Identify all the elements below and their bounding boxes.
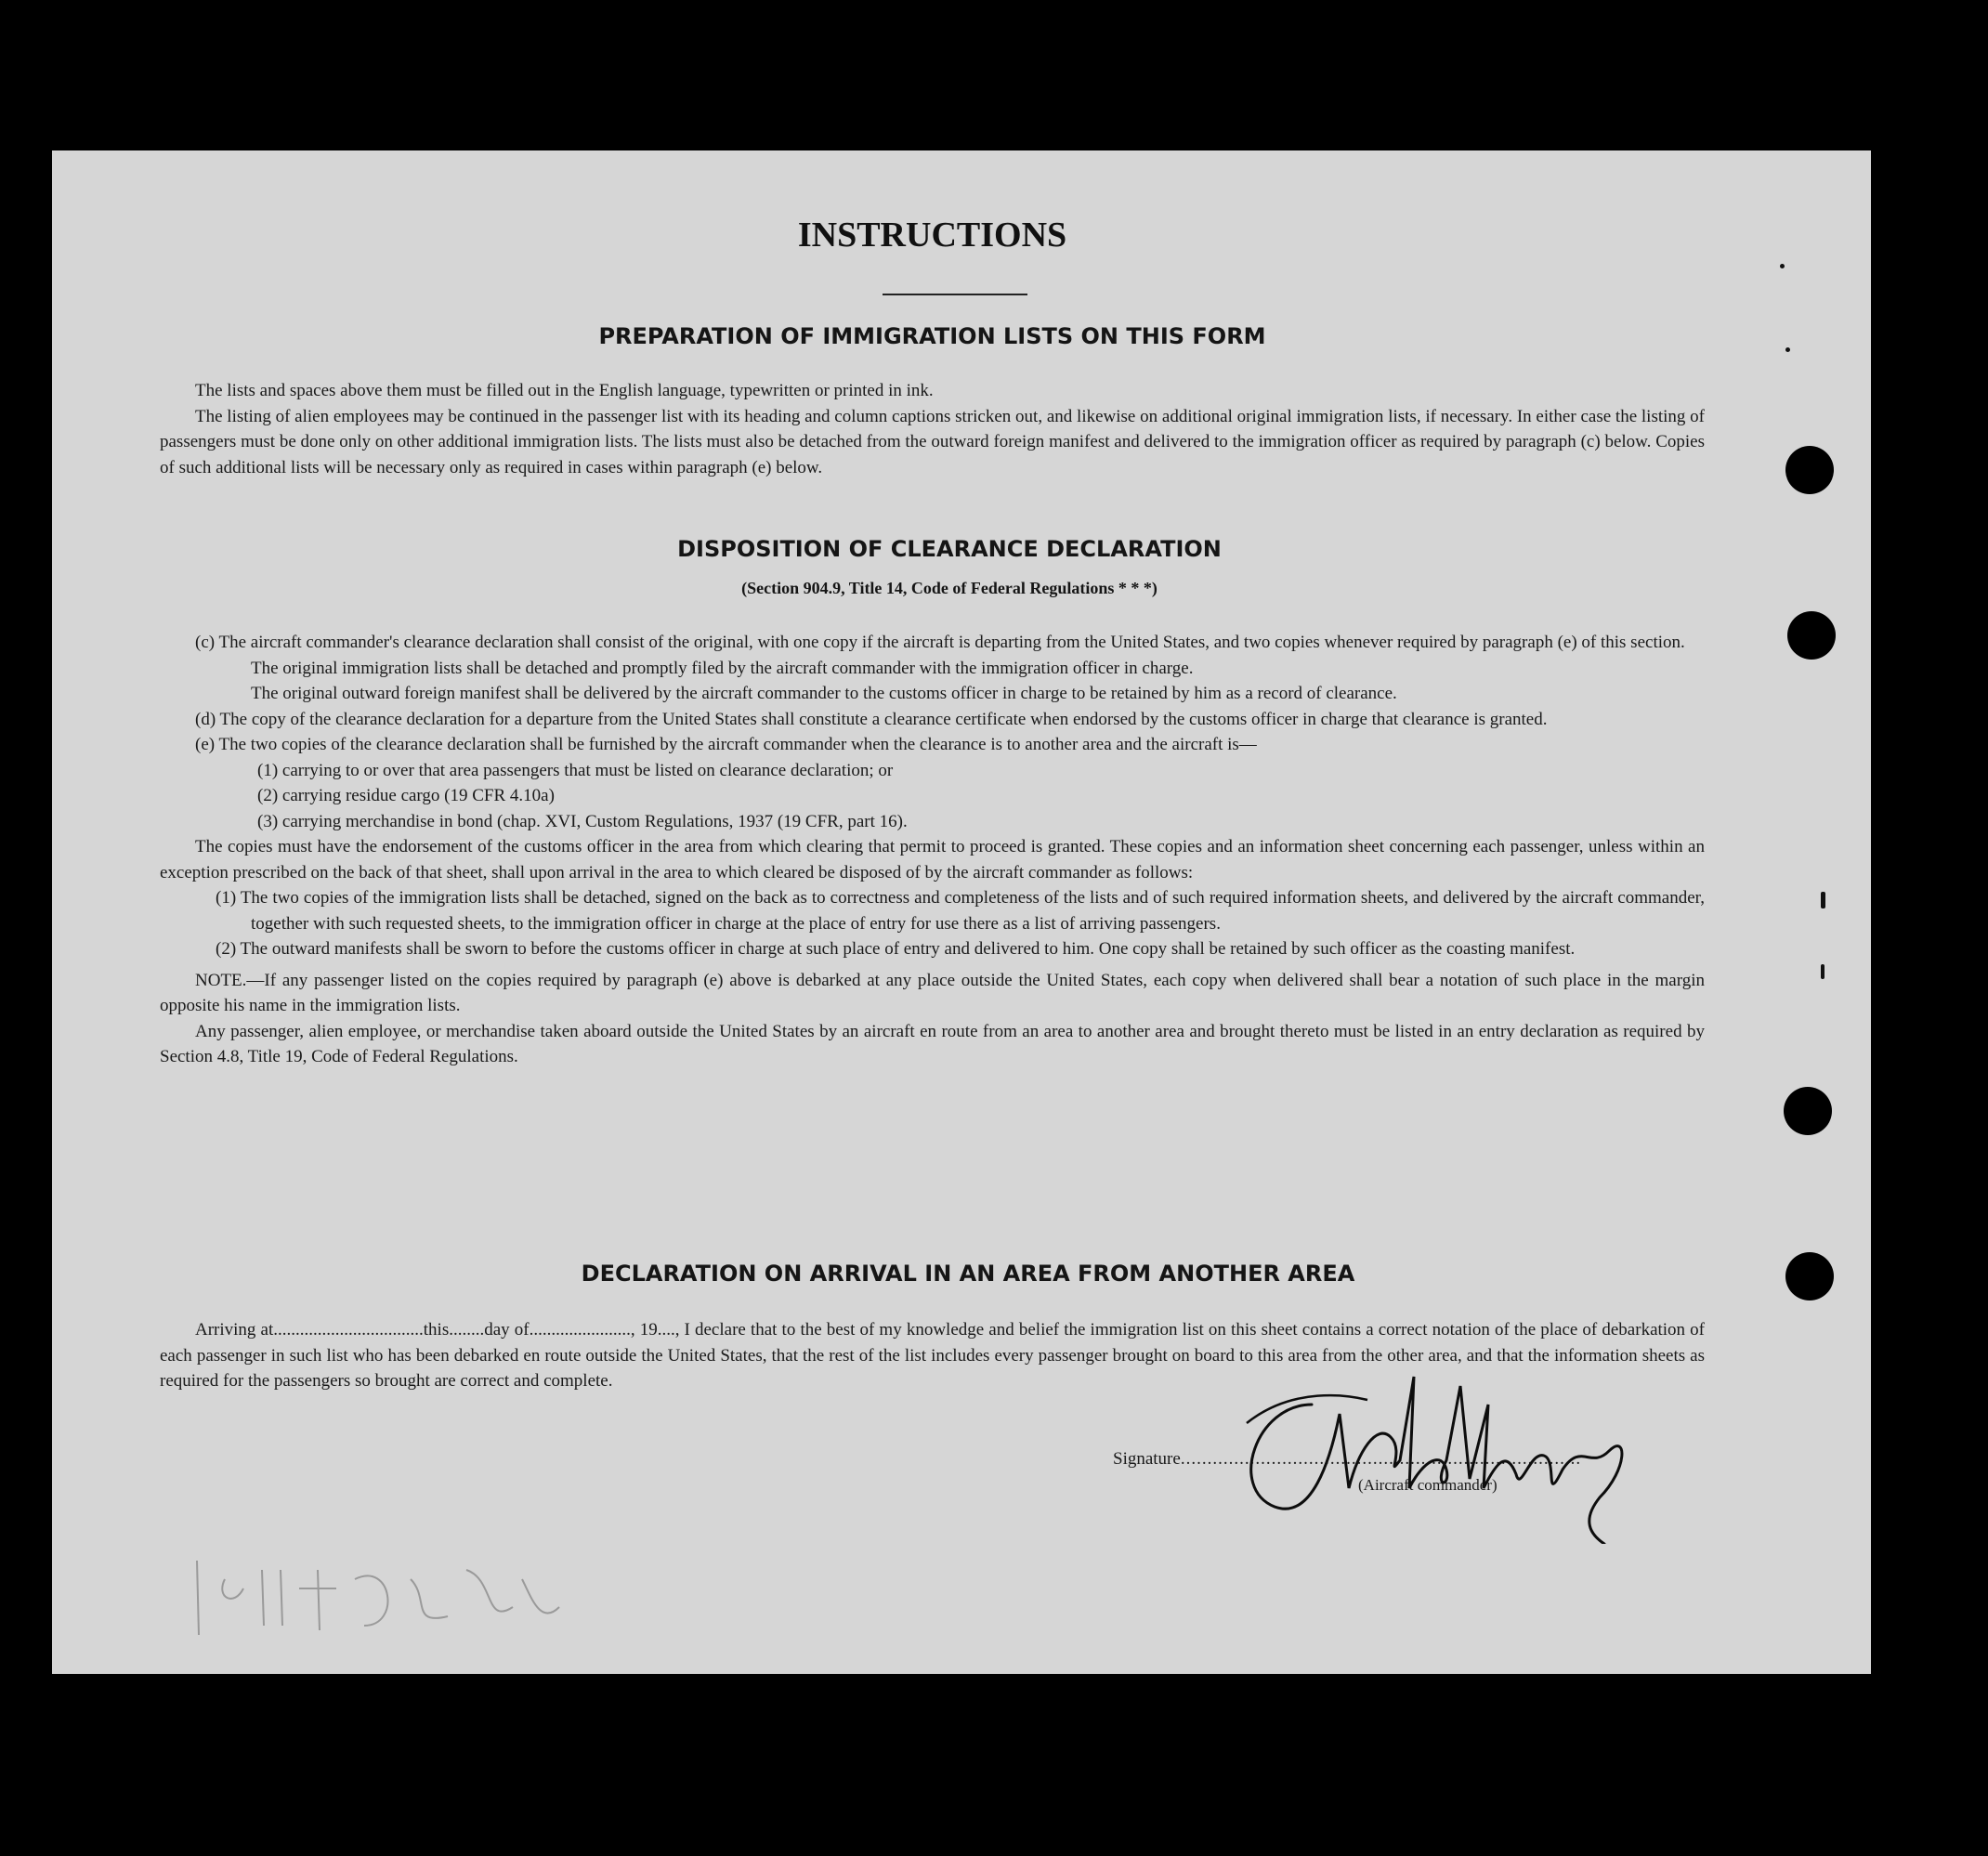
document-body	[160, 0, 1705, 1856]
speck-mark	[1780, 264, 1785, 268]
declaration-text: Arriving at..................................this........day of......................., 19...., I declare that to the best of my knowledge and belief the immigration list on this sheet contains a correct notation of the place of debarkation of each passenger in such list who has been debarked en route outside the United States, that the rest of the list includes every passenger brought on board to this area from the other area, and that the information sheets as required for the passengers so brought are correct and complete.	[160, 1320, 1705, 1391]
preparation-section	[160, 378, 1705, 480]
preparation-paragraph: The listing of alien employees may be continued in the passenger list with its heading and column captions stricken out, and likewise on additional original immigration lists, if necessary. In either case the listing of passengers must be done only on other additional immigration lists. The lists must also be detached from the outward foreign manifest and delivered to the immigration officer as required by paragraph (c) below. Copies of such additional lists will be necessary only as required in cases within paragraph (e) below.	[160, 406, 1705, 477]
signature-dots: ...........................................................................	[1180, 1449, 1582, 1469]
paragraph-e: (e) The two copies of the clearance declaration shall be furnished by the aircraft commander when the clearance is to another area and the aircraft is—	[195, 735, 1257, 754]
punch-hole	[1785, 446, 1834, 494]
preparation-heading: PREPARATION OF IMMIGRATION LISTS ON THIS FORM	[598, 323, 1266, 349]
paragraph-e-item: (2) carrying residue cargo (19 CFR 4.10a)	[257, 786, 555, 805]
disposition-section	[160, 630, 1705, 1070]
pencil-annotation	[178, 1542, 569, 1653]
paragraph-d: (d) The copy of the clearance declaration for a departure from the United States shall constitute a clearance certificate when endorsed by the customs officer in charge that clearance is granted.	[195, 709, 1548, 729]
disposition-heading: DISPOSITION OF CLEARANCE DECLARATION	[677, 536, 1222, 562]
any-passenger-paragraph: Any passenger, alien employee, or merchandise taken aboard outside the United States by an aircraft en route from an area to another area and brought thereto must be listed in an entry declaration as required by Section 4.8, Title 19, Code of Federal Regulations.	[160, 1021, 1705, 1066]
speck-mark	[1821, 964, 1825, 979]
signature-label: Signature	[1113, 1449, 1181, 1469]
paragraph-c-1: The original immigration lists shall be detached and promptly filed by the aircraft commander with the immigration officer in charge.	[251, 658, 1194, 678]
paragraph-c-2: The original outward foreign manifest shall be delivered by the aircraft commander to the customs officer in charge to be retained by him as a record of clearance.	[251, 684, 1397, 703]
handwritten-signature	[1191, 1349, 1711, 1544]
paragraph-copies-item: (2) The outward manifests shall be sworn to before the customs officer in charge at such place of entry and delivered to him. One copy shall be retained by such officer as the coasting manifest.	[216, 939, 1576, 959]
signature-caption: (Aircraft commander)	[1358, 1476, 1498, 1494]
speck-mark	[1821, 892, 1825, 908]
paragraph-c: (c) The aircraft commander's clearance declaration shall consist of the original, with one copy if the aircraft is departing from the United States, and two copies whenever required by paragraph (e) of this section.	[195, 633, 1685, 652]
punch-hole	[1784, 1087, 1832, 1135]
declaration-heading: DECLARATION ON ARRIVAL IN AN AREA FROM ANOTHER AREA	[581, 1261, 1355, 1287]
preparation-paragraph: The lists and spaces above them must be filled out in the English language, typewritten or printed in ink.	[195, 381, 934, 400]
title-underline	[883, 294, 1027, 295]
paragraph-copies-item: (1) The two copies of the immigration lists shall be detached, signed on the back as to correctness and completeness of the lists and of such required information sheets, and delivered by the aircraft commander, together with such requested sheets, to the immigration officer in charge at the place of entry for use there as a list of arriving passengers.	[216, 888, 1705, 934]
paragraph-copies: The copies must have the endorsement of the customs officer in the area from which clearing that permit to proceed is granted. These copies and an information sheet concerning each passenger, unless within an exception prescribed on the back of that sheet, shall upon arrival in the area to which cleared be disposed of by the aircraft commander as follows:	[160, 837, 1705, 882]
punch-hole	[1785, 1252, 1834, 1301]
page-title: INSTRUCTIONS	[797, 216, 1067, 255]
speck-mark	[1785, 347, 1790, 352]
paragraph-e-item: (1) carrying to or over that area passengers that must be listed on clearance declaration; or	[257, 760, 894, 780]
paragraph-e-item: (3) carrying merchandise in bond (chap. XVI, Custom Regulations, 1937 (19 CFR, part 16).	[257, 811, 908, 831]
disposition-subheading: (Section 904.9, Title 14, Code of Federal Regulations * * *)	[741, 579, 1157, 597]
punch-hole	[1787, 611, 1836, 660]
note-paragraph: NOTE.—If any passenger listed on the copies required by paragraph (e) above is debarked at any place outside the United States, each copy when delivered shall bear a notation of such place in the margin opposite his name in the immigration lists.	[160, 970, 1705, 1015]
